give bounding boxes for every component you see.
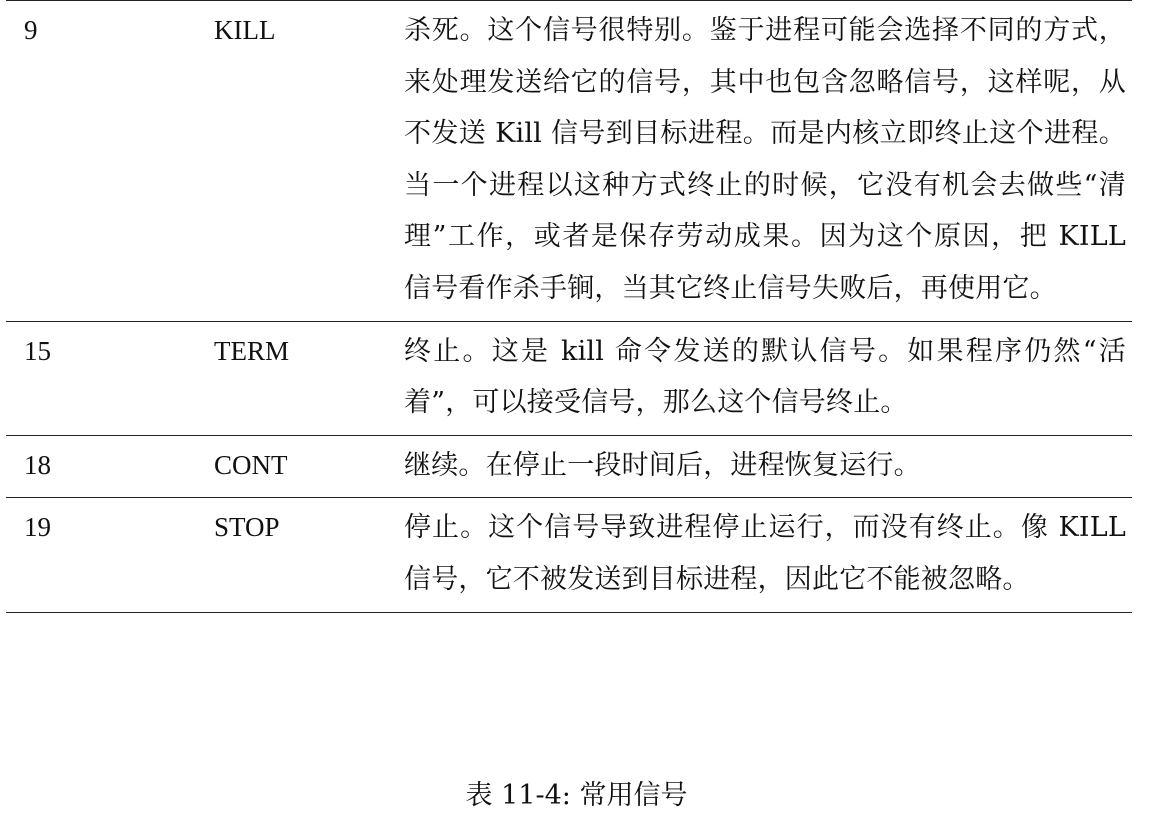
signal-description: 杀死。这个信号很特别。鉴于进程可能会选择不同的方式，来处理发送给它的信号，其中也包含忽略信号，这样呢，从不发送 Kill 信号到目标进程。而是内核立即终止这个进程。当一个进程以这种方式终止的时候，它没有机会去做些“清理”工作，或者是保存劳动成果。因为这个原因，把 KILL 信号看作杀手锏，当其它终止信号失败后，再使用它。 bbox=[404, 15, 1126, 304]
signal-table-container bbox=[6, 0, 1132, 613]
signal-name: STOP bbox=[214, 512, 280, 543]
signal-number: 15 bbox=[24, 335, 51, 366]
signal-number: 18 bbox=[24, 449, 51, 480]
signal-name: TERM bbox=[214, 335, 290, 366]
signal-description: 终止。这是 kill 命令发送的默认信号。如果程序仍然“活着”，可以接受信号，那么这个信号终止。 bbox=[404, 335, 1126, 419]
signal-name: CONT bbox=[214, 449, 288, 480]
table-row bbox=[6, 435, 1132, 498]
signal-description: 停止。这个信号导致进程停止运行，而没有终止。像 KILL 信号，它不被发送到目标进程，因此它不能被忽略。 bbox=[404, 512, 1126, 595]
table-row bbox=[6, 1, 1132, 322]
table-caption: 表 11-4: 常用信号 bbox=[465, 780, 688, 811]
signal-name: KILL bbox=[214, 15, 276, 45]
signal-number: 9 bbox=[24, 15, 38, 45]
table-row bbox=[6, 321, 1132, 435]
signal-table bbox=[6, 0, 1132, 613]
signal-description: 继续。在停止一段时间后，进程恢复运行。 bbox=[404, 449, 921, 481]
signal-number: 19 bbox=[24, 512, 51, 543]
table-row bbox=[6, 498, 1132, 612]
